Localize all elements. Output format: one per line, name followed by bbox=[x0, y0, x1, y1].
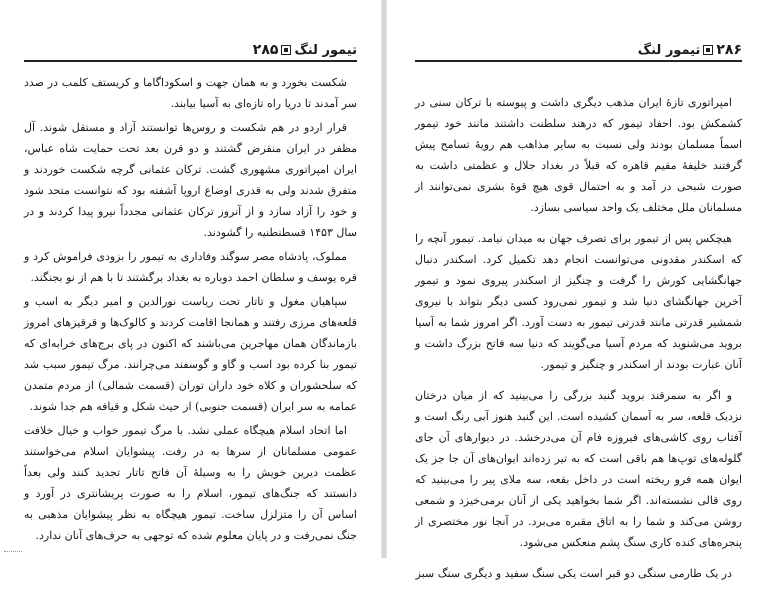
paragraph: سپاهیان مغول و تاتار تحت ریاست نورالدین و امیر دیگر به اسب و قلعه‌های مرزی رفتند و همانجا اقامت کردند و کالوک‌ها و قرقیزهای امروز بازماندگان همان مهاجرین می‌باشند که اکنون در پای برج‌های خرابه‌ای که تیمور بنا کرده بود اسب و گاو و گوسفند می‌چرانند. مرگ تیمور سبب شد که سلحشوران و کلاه خود داران توران (قسمت شمالی) از مردم متمدن عمامه به سر ایران (قسمت جنوبی) از حیث شکل و قیافه هم جدا شوند. bbox=[24, 295, 357, 413]
page-title-group bbox=[253, 42, 357, 58]
square-ornament-icon bbox=[281, 45, 291, 55]
paragraph: قرار اردو در هم شکست و روس‌ها توانستند آزاد و مستقل شوند. آل مظفر در ایران منقرض گشتند و دو قرن بعد تحت حمایت شاه عباس، ایران امپراتوری مشهوری گشت. ترکان عثمانی گرچه شکست خوردند و متفرق شدند ولی به قدری اوضاع اروپا آشفته بود که نتوانست متحد شود و خود را آزاد سازد و از آنروز ترکان عثمانی مجدداً نیرو پیدا کردند و در سال ۱۴۵۳ قسطنطنیه را گشودند. bbox=[24, 121, 357, 239]
square-ornament-icon bbox=[703, 45, 713, 55]
page-number: ۲۸۵ bbox=[252, 42, 279, 58]
paragraph: در یک طارمی سنگی دو قبر است یکی سنگ سفید و دیگری سنگ سبز bbox=[415, 567, 732, 580]
right-page bbox=[387, 0, 768, 580]
paragraph: اما اتحاد اسلام هیچگاه عملی نشد. با مرگ تیمور خواب و خیال خلافت عمومی مسلمانان از سرها به در رفت. پیشوایان اسلام می‌خواستند عظمت دیرین خویش را به وسیلهٔ آن فاتح تاتار تجدید کنند ولی بعداً دانستند که جنگ‌های تیمور، اسلام را به صورت پریشانتری در آورد و اساس آن را متزلزل ساخت. تیمور هیچگاه به نظر پیشوایان مذهبی به جنگ نمی‌رفت و در پایان معلوم شده که توجهی به حرف‌های آنان ندارد. bbox=[24, 424, 357, 542]
header-rule bbox=[415, 60, 742, 62]
paragraph: مملوک، پادشاه مصر سوگند وفاداری به تیمور را بزودی فراموش کرد و قره یوسف و سلطان احمد دوباره به بغداد برگشتند تا با هم از نو بجنگند. bbox=[24, 250, 357, 284]
paragraph: شکست بخورد و به همان جهت و اسکوداگاما و کریستف کلمب در صدد سر آمدند تا دریا راه تازه‌ای به آسیا بیابند. bbox=[24, 76, 357, 110]
page-body bbox=[415, 92, 742, 594]
scan-mark bbox=[4, 543, 22, 552]
page-header bbox=[415, 34, 742, 58]
page-title: تیمور لنگ bbox=[637, 42, 701, 58]
page-title-group bbox=[638, 42, 742, 58]
page-header bbox=[24, 34, 357, 58]
left-page bbox=[0, 0, 381, 558]
page-body bbox=[24, 72, 357, 549]
header-rule bbox=[24, 60, 357, 62]
paragraph: هیچکس پس از تیمور برای تصرف جهان به میدان نیامد. تیمور آنچه را که اسکندر مقدونی می‌توانست انجام دهد تکمیل کرد. اسکندر دنبال جهانگشایی کورش را گرفت و چنگیز از اسکندر پیروی نمود و تیمور آخرین جهانگشای دنیا شد و تیمور نمی‌رود کسی دیگر بتواند با نیروی شمشیر قدرتی مانند قدرتی تیمور به دست آورد. اگر امروز شما به آسیا بروید می‌شنوید که مردم آسیا می‌گویند که دنیا سه فاتح بزرگ داشت و آنان عبارت بودند از اسکندر و چنگیز و تیمور. bbox=[415, 232, 742, 371]
paragraph: امپراتوری تازهٔ ایران مذهب دیگری داشت و پیوسته با ترکان سنی در کشمکش بود. احفاد تیمور که درهند سلطنت داشتند مانند خود تیمور اسماً مسلمان بودند ولی نسبت به سایر مذاهب هم رویهٔ تسامح پیش گرفتند خلیفهٔ مقیم قاهره که قبلاً در بغداد جلال و عظمتی داشت به صورت شبحی در آمد و به احتمال قوی هیچ قوهٔ بشری نمی‌توانند از مسلمانان ملل مختلف یک واحد سیاسی بسازد. bbox=[415, 96, 742, 214]
page-number: ۲۸۶ bbox=[716, 42, 742, 58]
paragraph: و اگر به سمرقند بروید گنبد بزرگی را می‌بینید که از میان درختان نزدیک قلعه، سر به آسمان کشیده است. این گنبد هنوز آبی رنگ است و آفتاب روی کاشی‌های فیروزه فام آن می‌درخشد. در دیوارهای آن جای گلوله‌های توپ‌ها هم باقی است که به تیر زده‌اند ایوان‌های آن جا جز یک ایوان همه فرو ریخته است در داخل بقعه، سه ملای پیر را می‌بینید که روی قالی نشسته‌اند. اگر شما بخواهید یکی از آنان برمی‌خیزد و شمعی روشن می‌کند و شما را به اتاق مقبره می‌برد. در آنجا نور مختصری از پنجره‌های کنده کاری سنگ پشم منعکس می‌شود. bbox=[415, 389, 742, 549]
page-title: تیمور لنگ bbox=[294, 42, 357, 58]
